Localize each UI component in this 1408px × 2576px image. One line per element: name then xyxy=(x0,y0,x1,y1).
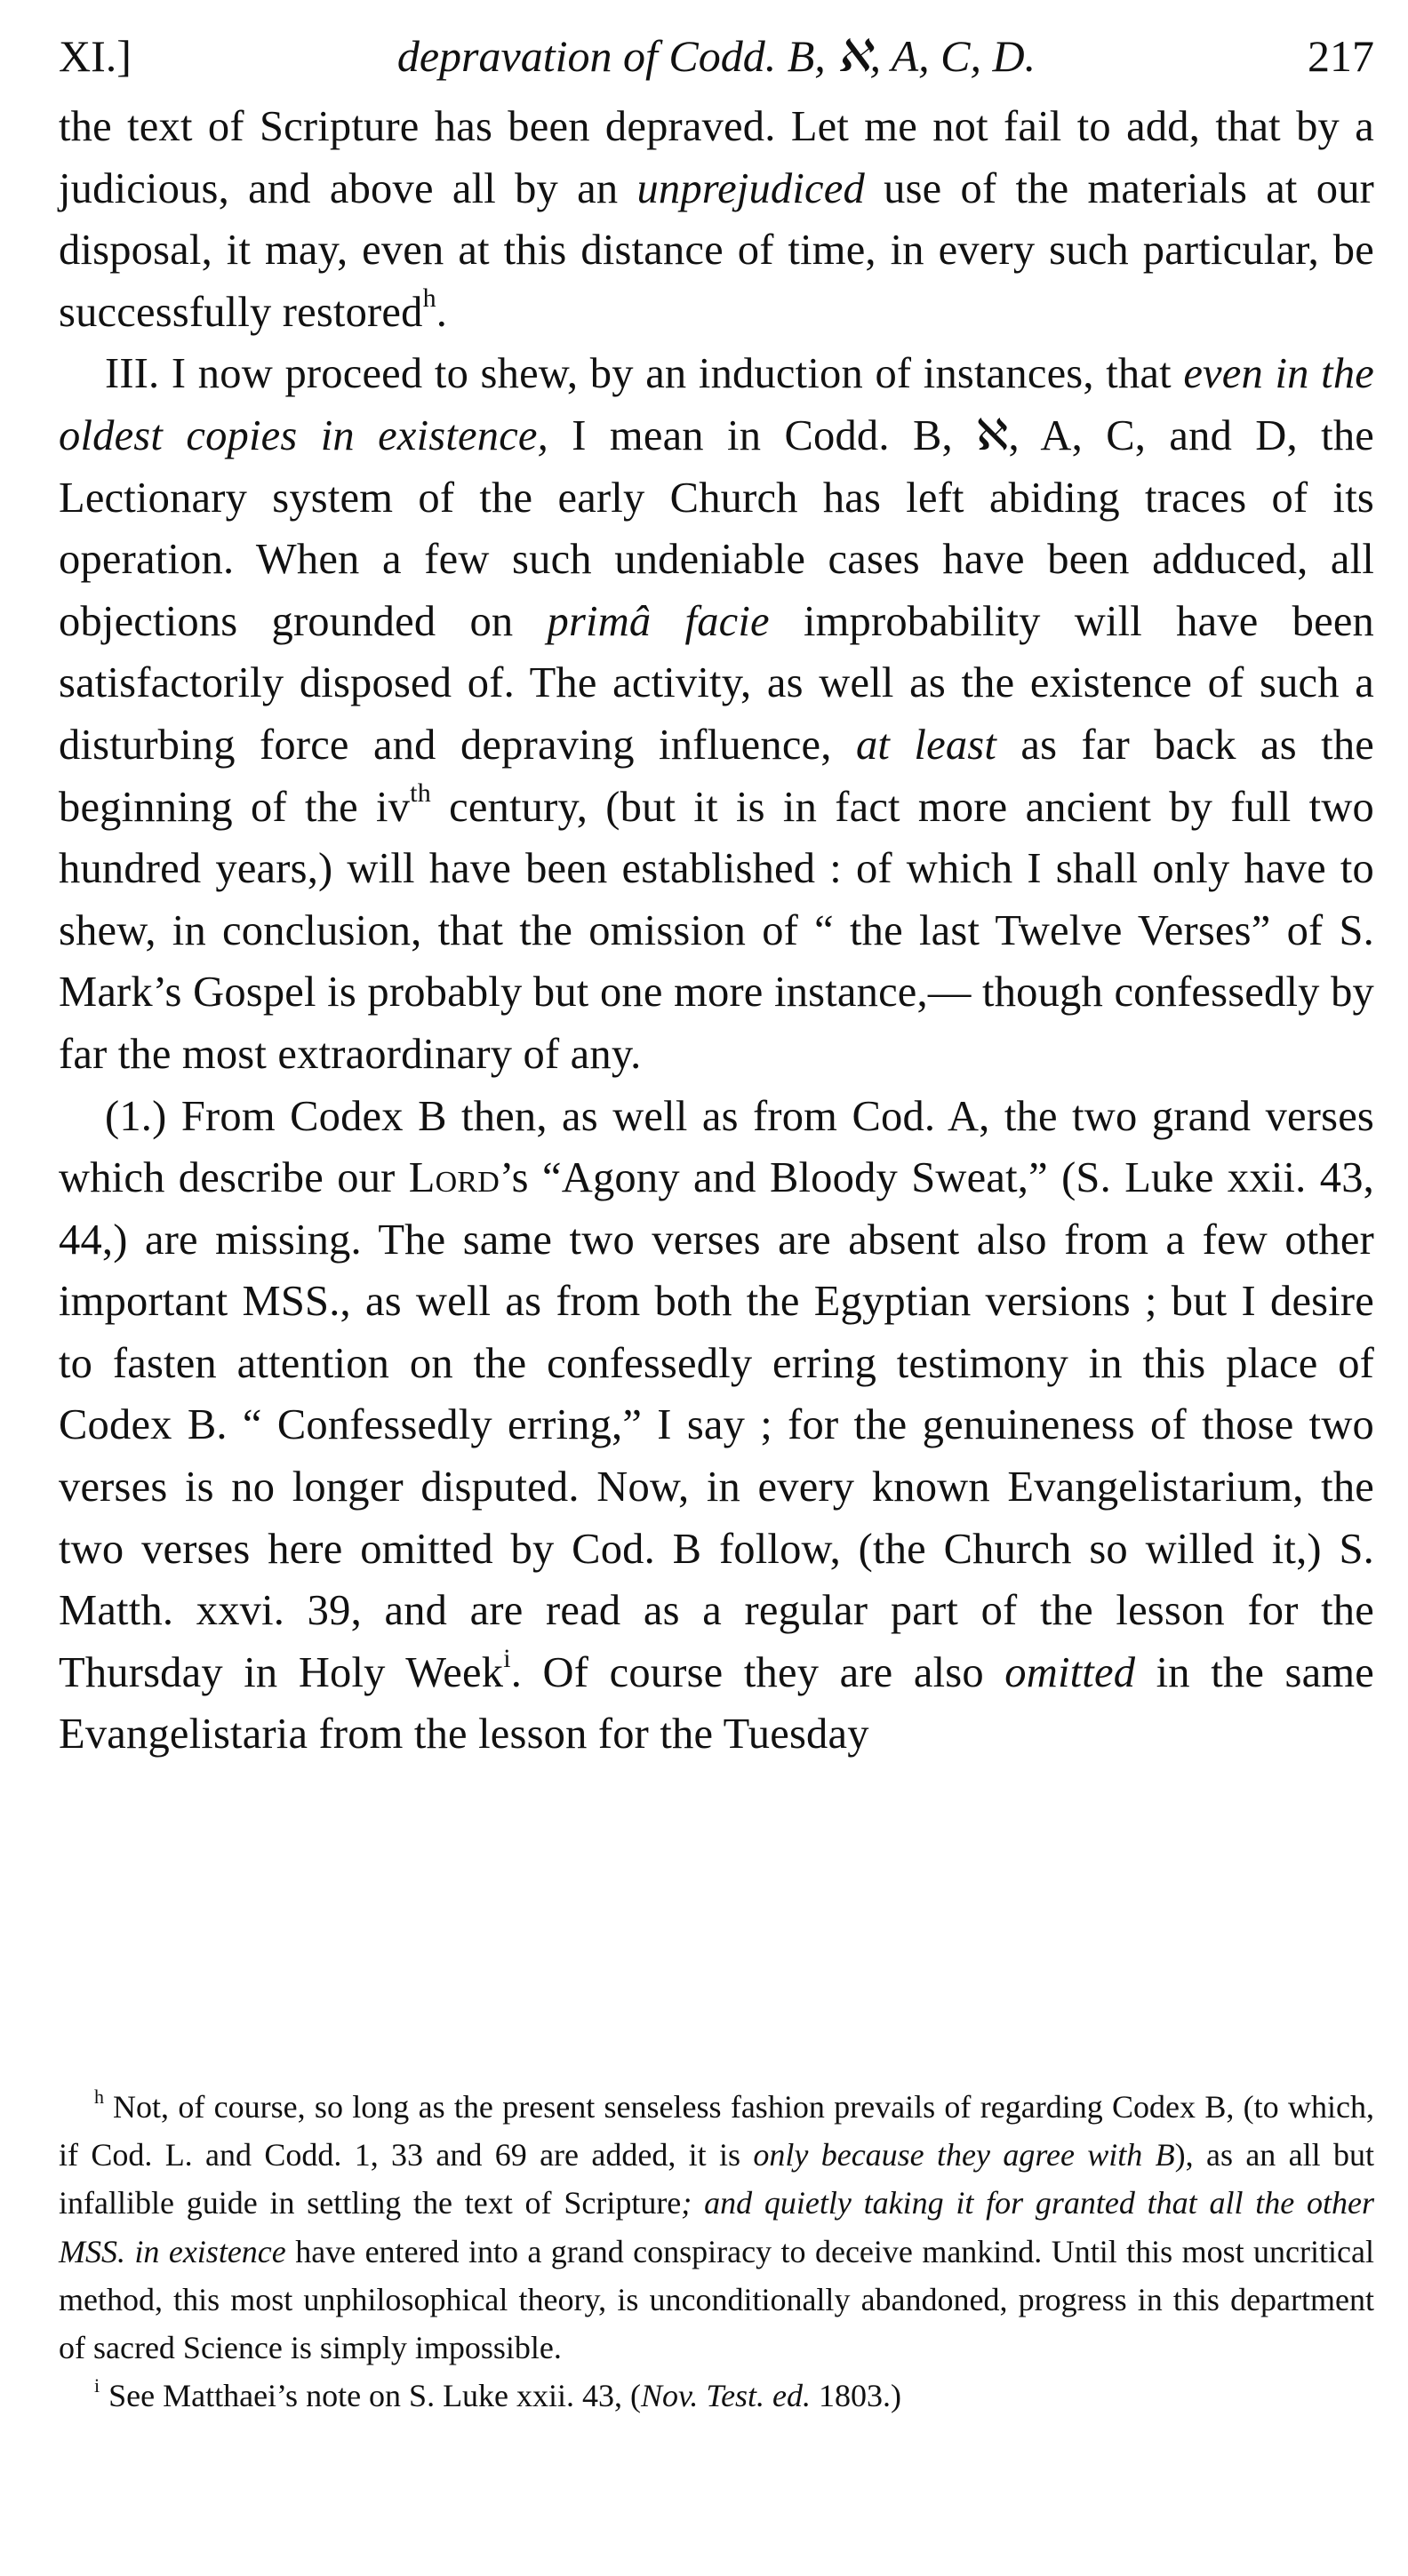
text-run: See Matthaei’s note on S. Luke xxii. 43, ( xyxy=(108,2378,642,2414)
footnote-ref-h[interactable]: h xyxy=(422,283,436,313)
italic-run: at least xyxy=(855,721,997,769)
running-title: depravation of Codd. B, ℵ, A, C, D. xyxy=(396,31,1036,81)
text-run: the text of Scripture has been depraved. Let me not fail to add, that by a judicious, and above all by an xyxy=(59,103,1374,212)
italic-run: unprejudiced xyxy=(636,164,865,212)
page xyxy=(59,27,1374,1766)
italic-run: Nov. Test. ed. xyxy=(641,2378,812,2414)
italic-run: ; and quietly taking it for granted that xyxy=(681,2185,1210,2221)
footnote-i xyxy=(59,2372,1374,2420)
text-run: have entered into a grand conspiracy to deceive mankind. Until this most uncritical method, this most unphilosophical theory, is unconditionally abandoned, progress in this department of sacred Science is simply impossible. xyxy=(59,2233,1374,2366)
text-run: as far back as the beginning of the iv xyxy=(59,721,1374,831)
text-run: I mean in Codd. B, ℵ, A, C, and D, the Lectionary system of the early Church has left abiding traces of its operation. When a few such undeniable cases have been adduced, all objections grounded on xyxy=(59,411,1374,645)
text-run: Not, of course, so long as the present senseless fashion prevails of regarding Codex B, (to which, if Cod. L. and Codd. 1, 33 and 69 are added, it is xyxy=(59,2089,1374,2173)
paragraph-1 xyxy=(59,1086,1374,1767)
text-run: use of the materials at our disposal, it may, even at this distance of time, in every such particular, be successfully restored xyxy=(59,164,1374,336)
superscript-th: th xyxy=(410,778,431,808)
smallcaps-run: Lord xyxy=(408,1154,500,1202)
running-head xyxy=(59,27,1374,85)
italic-run: omitted xyxy=(1004,1648,1136,1696)
paragraph-iii xyxy=(59,343,1374,1085)
chapter-number: XI.] xyxy=(59,31,132,81)
body-text xyxy=(59,96,1374,1766)
footnote-h xyxy=(59,2083,1374,2372)
text-run: 1803.) xyxy=(811,2378,902,2414)
text-run: ’s “Agony and Bloody Sweat,” (S. Luke xxii. 43, 44,) are missing. The same two verses are absent also from a few other important MSS., as well as from both the Egyptian versions ; but I desire to fasten attention on the confessedly erring testimony in this place of Codex B. “ Confessedly erring,” I say ; for the genuineness of those two verses is no longer disputed. Now, in every known Evangelistarium, the two verses here omitted by Cod. B follow, (the Church so willed it,) S. Matth. xxvi. 39, and are read as a regular part of the lesson for the Thursday in Holy Week xyxy=(59,1154,1374,1696)
footnote-mark-h: h xyxy=(94,2086,104,2108)
text-run: century, (but it is in fact more ancient by full two hundred years,) will have been established : of which I shall only have to shew, in conclusion, that the omission of “ the last Twelve Verses” of S. Mark’s Gospel is probably but one more instance,— though confessedly by far the most extraordinary of any. xyxy=(59,783,1374,1078)
italic-run: primâ facie xyxy=(547,597,770,645)
text-run: ), as an all but infallible guide in settling the text of Scripture xyxy=(59,2137,1374,2221)
text-run: III. I now proceed to shew, by an induction of instances, that xyxy=(105,350,1184,398)
italic-run: only because they agree with B xyxy=(753,2137,1175,2173)
text-run: (1.) From Codex B then, as well as from Cod. A, the two grand verses which describe our xyxy=(59,1092,1374,1202)
text-run: improbability will have been satisfactorily disposed of. The activity, as well as the existence of such a disturbing force and depraving influence, xyxy=(59,597,1374,769)
text-run: . xyxy=(436,288,448,336)
footnote-mark-i: i xyxy=(94,2374,100,2397)
text-run: . Of course they are also xyxy=(510,1648,1005,1696)
footnotes xyxy=(59,2083,1374,2420)
paragraph-continuation xyxy=(59,96,1374,343)
italic-run: even in the oldest copies in existence, xyxy=(59,350,1374,459)
page-number: 217 xyxy=(1308,31,1374,81)
footnote-ref-i[interactable]: i xyxy=(503,1643,511,1673)
italic-run: all the other MSS. in existence xyxy=(59,2185,1374,2269)
text-run: in the same Evangelistaria from the lesson for the Tuesday xyxy=(59,1648,1374,1759)
